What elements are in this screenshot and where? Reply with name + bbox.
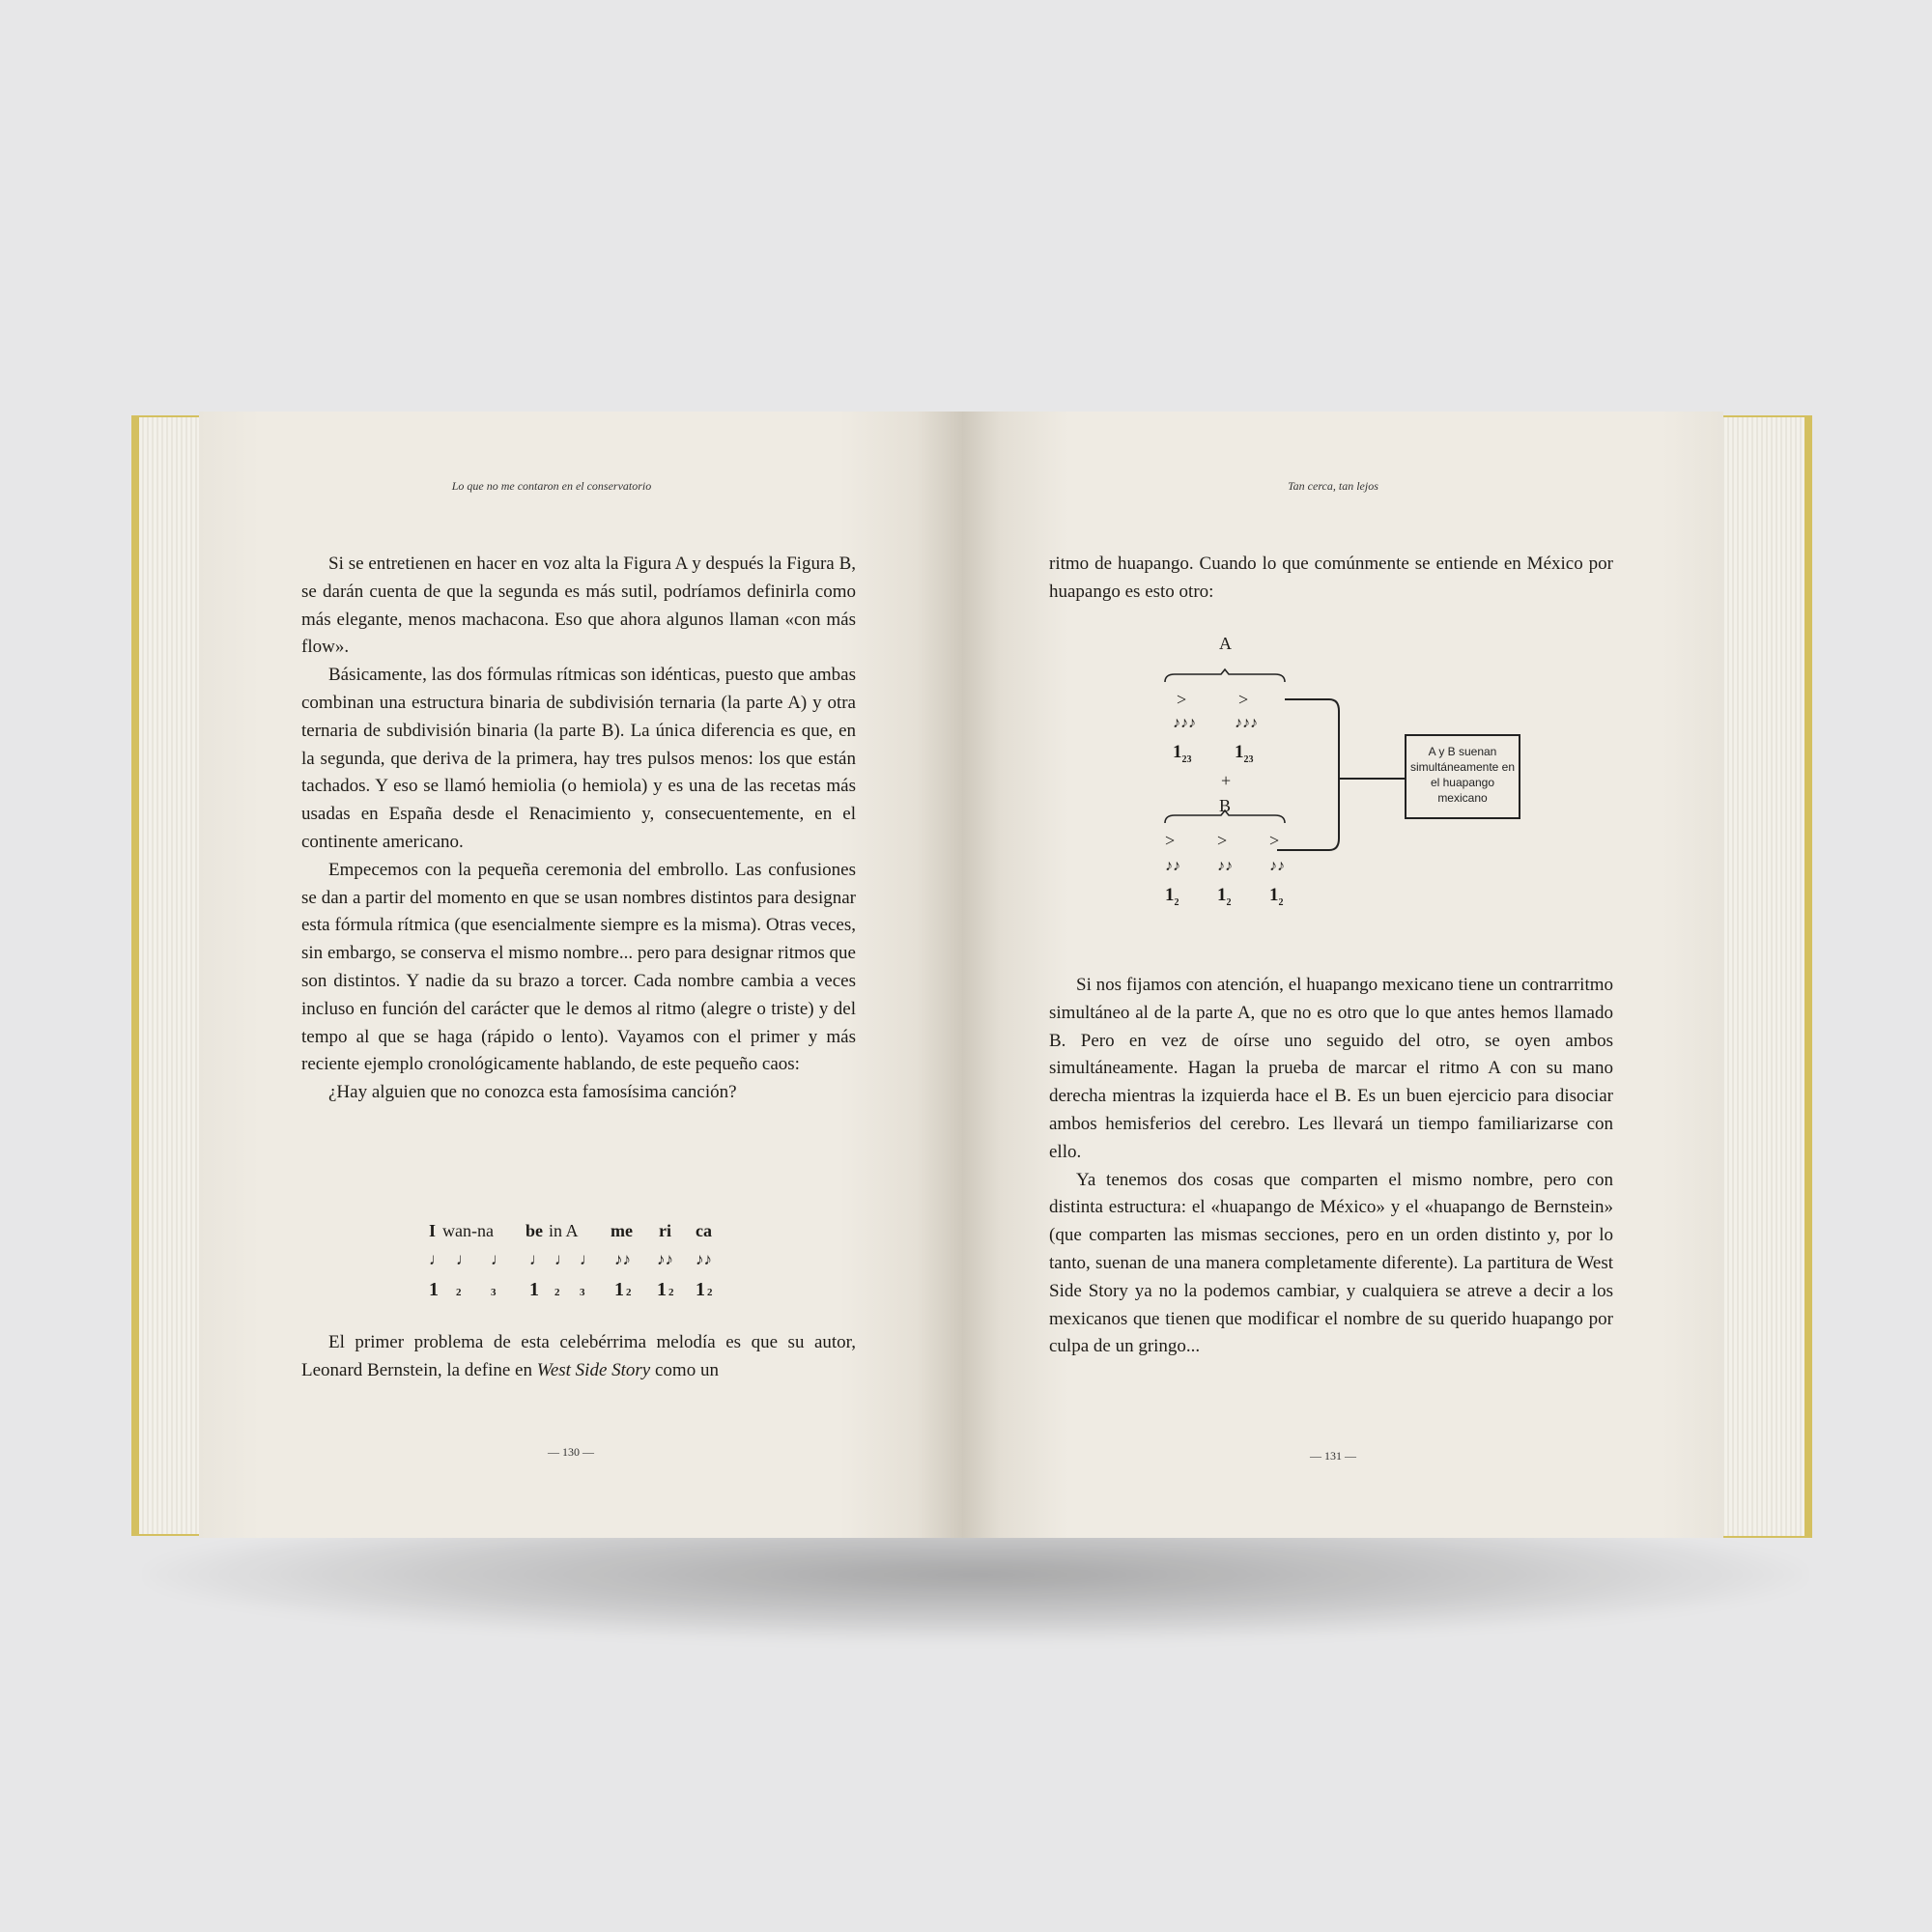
duplet-icon: ♪♪ [1269,858,1285,874]
label-b: B [1219,796,1232,815]
huapango-diagram [1146,634,1551,962]
paragraph: Si se entretienen en hacer en voz alta la Figura A y después la Figura B, se darán cuenta de que la segunda es más sutil, podríamos definirla como más elegante, menos machacona. Eso que ahora algunos llaman «con más flow». [301,554,856,658]
running-head-right: Tan cerca, tan lejos [1288,479,1378,493]
label-a: A [1219,634,1232,653]
triplet-icon: ♪♪♪ [1173,715,1196,731]
quarter-note-icon: ♩ [456,1250,472,1268]
paragraph: Empecemos con la pequeña ceremonia del embrollo. Las confusiones se dan a partir del momento en que se usan nombres distintos para designar esta fórmula rítmica (que esencialmente siempre es la misma). Otras veces, sin embargo, se conserva el mismo nombre... pero para designar ritmos que son distintos. Y nadie da su brazo a torcer. Cada nombre cambia a veces incluso en función del carácter que le demos al ritmo (alegre o triste) y del tempo al que se haga (rápido o lento). Vayamos con el primer y más reciente ejemplo cronológicamente hablando, de este pequeño caos: [301,859,856,1075]
duplet-icon: ♪♪ [1165,858,1180,874]
brace-a [1165,669,1285,682]
beat-number: 2 [554,1287,560,1298]
beat-number: 2 [668,1287,674,1298]
eighth-pair-icon: ♪♪ [614,1250,631,1268]
rhythm-notation [429,1221,738,1308]
beat-number: 2 [707,1287,713,1298]
work-title: West Side Story [536,1359,651,1380]
running-head-left: Lo que no me contaron en el conservatorio [451,479,652,493]
paragraph: ritmo de huapango. Cuando lo que comúnmente se entiende en México por huapango es esto otro: [1049,554,1613,602]
accent-mark: > [1269,831,1280,850]
beat-number: 1 [614,1279,624,1300]
eighth-pair-icon: ♪♪ [696,1250,712,1268]
paragraph [301,1329,856,1385]
page-number-left: — 130 — [548,1445,594,1459]
syllable: wan-na [442,1221,494,1240]
beat-number: 1 [529,1279,539,1300]
eighth-pair-icon: ♪♪ [657,1250,673,1268]
accent-mark: > [1238,690,1249,709]
paragraph: Básicamente, las dos fórmulas rítmicas son idénticas, puesto que ambas combinan una estructura binaria de subdivisión ternaria (la parte A) y otra ternaria de subdivisión binaria (la parte B). La única diferencia es que, en la segunda, que deriva de la primera, hay tres pulsos menos: los que están tachados. Y eso se llamó hemiolia (o hemiola) y es una de las recetas más usadas en España desde el Renacimiento y, consecuentemente, en el continente americano. [301,665,856,852]
beat-number: 2 [626,1287,632,1298]
quarter-note-icon: ♩ [429,1250,445,1268]
duplet-icon: ♪♪ [1217,858,1233,874]
beat-group: $1_2$ [1217,885,1232,908]
syllable: I [429,1221,437,1240]
syllable: in A [549,1221,579,1240]
syllable: me [611,1221,633,1240]
beat-group: $1_2$ [1165,885,1179,908]
left-closing-text [301,1329,856,1385]
quarter-note-icon: ♩ [580,1250,596,1268]
beat-number: 1 [696,1279,705,1300]
beat-number: 1 [657,1279,667,1300]
accent-mark: > [1217,831,1228,850]
left-body-text [301,551,856,1107]
syllable: ca [696,1221,712,1240]
beat-number: 2 [456,1287,462,1298]
quarter-note-icon: ♩ [554,1250,571,1268]
accent-mark: > [1177,690,1187,709]
right-page [962,412,1723,1538]
right-top-text [1049,551,1613,607]
paragraph: ¿Hay alguien que no conozca esta famosísima canción? [328,1082,737,1103]
page-number-right: — 131 — [1310,1449,1356,1463]
callout-box: A y B suenan simultáneamente en el huapango mexicano [1405,734,1520,819]
left-page-stack [139,417,203,1534]
beat-group: $1_{23}$ [1235,742,1254,765]
right-page-stack [1719,417,1804,1536]
beat-number: 1 [429,1279,439,1300]
accent-mark: > [1165,831,1176,850]
paragraph: Si nos fijamos con atención, el huapango mexicano tiene un contrarritmo simultáneo al de la parte A, que no es otro que lo que antes hemos llamado B. Pero en vez de oírse uno seguido del otro, se oyen ambos simultáneamente. Hagan la prueba de marcar el ritmo A con su mano derecha mientras la izquierda hace el B. Es un buen ejercicio para disociar ambos hemisferios del cerebro. Les llevará un tiempo familiarizarse con ello. [1049,975,1613,1162]
beat-count-row [429,1279,738,1308]
paragraph-text: El primer problema de esta celebérrima melodía es que su autor, Leonard Bernstein, la define en [301,1332,856,1380]
paragraph: Ya tenemos dos cosas que comparten el mismo nombre, pero con distinta estructura: el «huapango de México» y el «huapango de Bernstein» (que comparten las mismas secciones, pero en un orden distinto y, por lo tanto, suenan de una manera completamente diferente). La partitura de West Side Story ya no la podemos cambiar, y cualquiera se atreve a decir a los mexicanos que tienen que modificar el nombre de su querido huapango por culpa de un gringo... [1049,1169,1613,1357]
left-page [199,412,962,1538]
beat-group: $1_2$ [1269,885,1284,908]
right-body-text [1049,972,1613,1361]
beat-group: $1_{23}$ [1173,742,1192,765]
beat-number: 3 [491,1287,497,1298]
beat-number: 3 [580,1287,585,1298]
quarter-note-icon: ♩ [529,1250,546,1268]
plus-sign: + [1221,771,1232,790]
quarter-note-icon: ♩ [491,1250,507,1268]
syllable-row [429,1221,738,1250]
syllable: ri [659,1221,671,1240]
bracket-line [1277,699,1339,850]
triplet-icon: ♪♪♪ [1235,715,1258,731]
syllable: be [526,1221,543,1240]
paragraph-text: como un [655,1359,719,1380]
note-row [429,1250,738,1279]
